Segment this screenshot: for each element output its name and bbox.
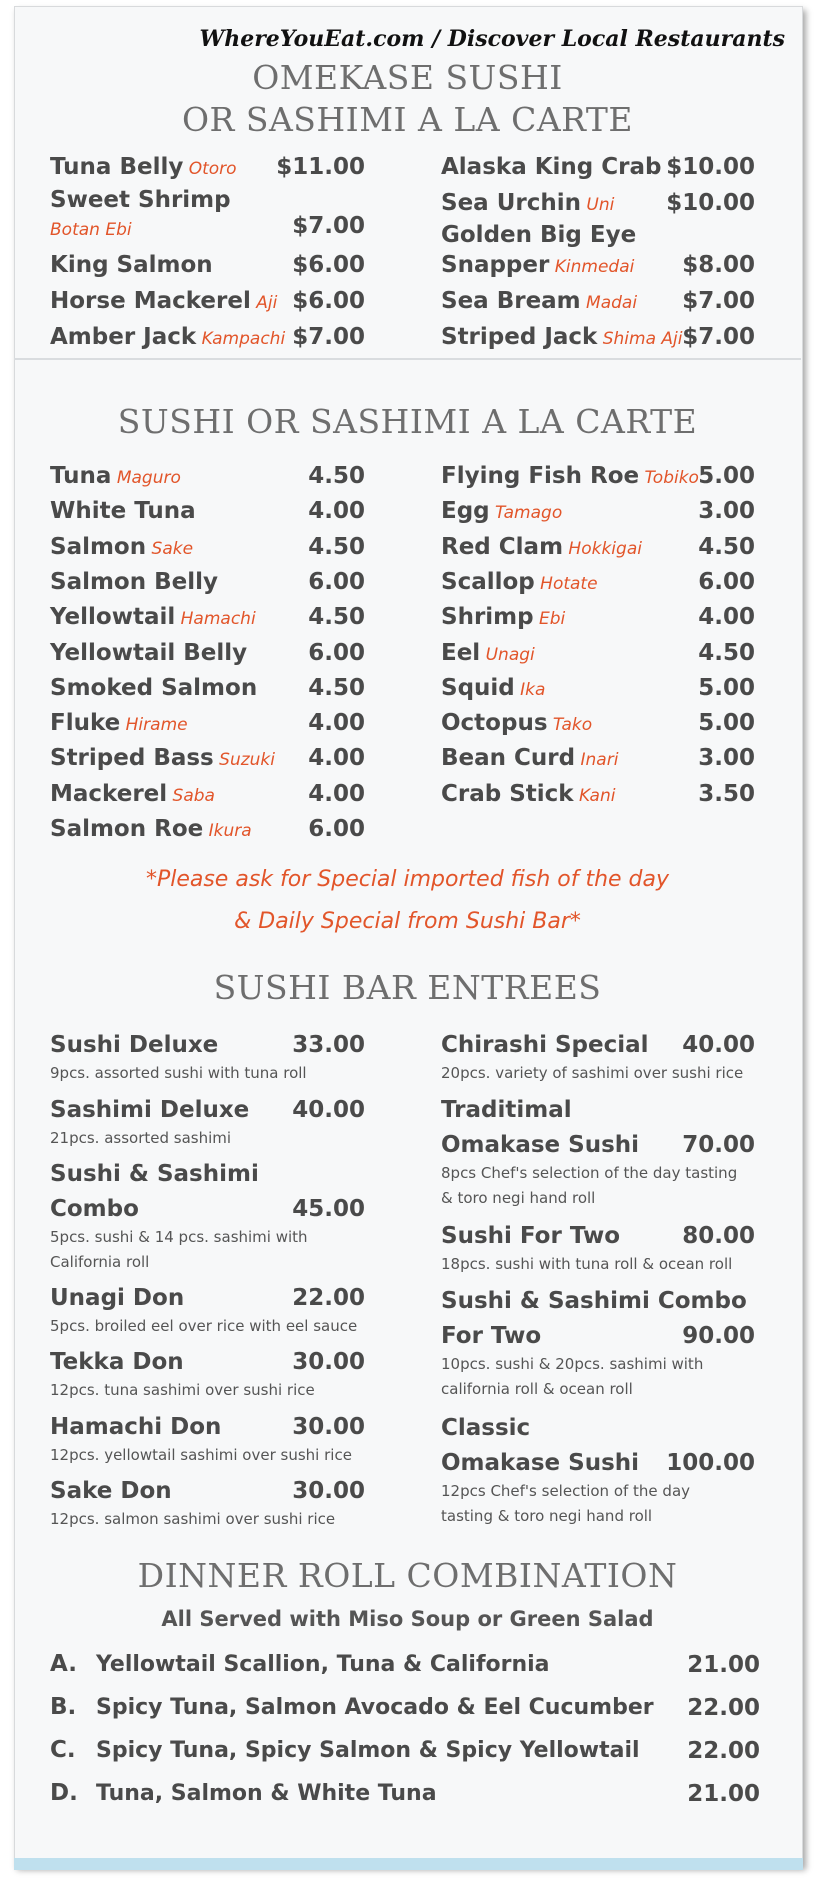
section-divider [14,358,801,360]
menu-item-price: 6.00 [308,569,365,595]
combo-letter: A. [50,1651,77,1677]
entree-description: 20pcs. variety of sashimi over sushi rice [441,1064,744,1082]
item-name: Crab Stick [441,781,574,807]
entree-name: Traditimal [441,1097,572,1123]
entree-price: 33.00 [292,1032,365,1058]
item-name: Sea Urchin [441,190,581,216]
entree-price: 22.00 [292,1285,365,1311]
menu-item [441,603,565,633]
menu-item-price: $10.00 [666,154,755,180]
menu-item [50,674,257,702]
entree-price: 45.00 [292,1196,365,1222]
japanese-name: Inari [575,750,619,770]
japanese-name: Aji [250,293,278,313]
menu-item [441,251,634,281]
menu-item [50,780,215,810]
item-name: Bean Curd [441,745,576,771]
japanese-name: Otoro [183,159,237,179]
menu-item-price: $7.00 [292,324,365,350]
japanese-name: Uni [580,195,615,215]
entree-price: 70.00 [682,1132,755,1158]
entrees-title: SUSHI BAR ENTREES [213,968,602,1007]
item-name: Alaska King Crab [441,154,662,180]
item-name: Salmon Roe [50,816,204,842]
menu-item [441,780,615,810]
entree-name: Hamachi Don [50,1414,222,1440]
item-name: Yellowtail [50,604,176,630]
dinner-subtitle: All Served with Miso Soup or Green Salad [161,1607,654,1631]
menu-item-name: Golden Big Eye [441,222,637,248]
entree-price: 90.00 [682,1323,755,1349]
menu-item [50,815,252,845]
omakase-title-line2: OR SASHIMI A LA CARTE [181,100,634,139]
menu-item [50,462,181,492]
menu-item-price: 4.00 [698,604,755,630]
item-name: Squid [441,675,515,701]
menu-item [441,568,598,598]
entree-name: Sake Don [50,1478,172,1504]
entree-description: 21pcs. assorted sashimi [50,1129,232,1147]
menu-item-name: Sweet Shrimp [50,187,231,213]
combo-price: 22.00 [687,1738,760,1764]
entree-name: Sushi For Two [441,1223,621,1249]
entree-description: tasting & toro negi hand roll [441,1507,653,1525]
entree-description: 10pcs. sushi & 20pcs. sashimi with [441,1355,704,1373]
entree-name: Omakase Sushi [441,1450,640,1476]
menu-item [50,568,218,596]
entree-description: 18pcs. sushi with tuna roll & ocean roll [441,1255,733,1273]
japanese-name: Botan Ebi [50,220,132,240]
menu-item-price: 3.50 [698,781,755,807]
menu-item-price: $6.00 [292,252,365,278]
japanese-name: Tako [547,715,593,735]
item-name: Shrimp [441,604,534,630]
entree-price: 30.00 [292,1478,365,1504]
entree-price: 100.00 [666,1450,755,1476]
item-name: Horse Mackerel [50,288,251,314]
entree-price: 40.00 [682,1032,755,1058]
item-name: Yellowtail Belly [50,640,248,666]
dinner-title: DINNER ROLL COMBINATION [137,1556,678,1595]
japanese-name: Sake [146,539,194,559]
item-name: White Tuna [50,498,196,524]
japanese-name: Unagi [480,645,535,665]
menu-item-price: 5.00 [698,675,755,701]
menu-item [441,709,592,739]
menu-item [441,744,618,774]
item-name: Octopus [441,710,548,736]
menu-item [50,153,237,183]
menu-item [441,533,642,563]
item-name: Amber Jack [50,324,197,350]
menu-item-price: 4.50 [698,534,755,560]
entree-name: Sushi & Sashimi [50,1161,259,1187]
menu-item-price: $6.00 [292,288,365,314]
menu-item-price: 4.50 [308,463,365,489]
japanese-name: Tamago [489,503,563,523]
item-name: Smoked Salmon [50,675,258,701]
menu-item-price: 4.50 [308,675,365,701]
entree-name: Omakase Sushi [441,1132,640,1158]
entree-name: Combo [50,1196,139,1222]
menu-item-price: 4.00 [308,498,365,524]
menu-item [441,287,637,317]
item-name: Striped Jack [441,324,598,350]
combo-name: Tuna, Salmon & White Tuna [96,1781,437,1806]
menu-item-price: $11.00 [276,154,365,180]
item-name: Red Clam [441,534,564,560]
item-name: Tuna [50,463,112,489]
menu-item [441,189,614,219]
menu-item-price: 4.00 [308,781,365,807]
entree-name: Unagi Don [50,1285,185,1311]
entree-description: 12pcs Chef's selection of the day [441,1482,691,1500]
entree-description: 8pcs Chef's selection of the day tasting [441,1164,738,1182]
item-name: Scallop [441,569,535,595]
entree-description: California roll [50,1253,150,1271]
menu-item-price: 5.00 [698,463,755,489]
special-note-line2: & Daily Special from Sushi Bar* [234,909,581,934]
menu-item [441,674,545,704]
japanese-name: Ebi [533,609,566,629]
japanese-name: Ika [514,680,546,700]
menu-item-price: 4.00 [308,745,365,771]
entree-name: For Two [441,1323,542,1349]
menu-item-price: 4.50 [308,534,365,560]
entree-price: 40.00 [292,1097,365,1123]
entree-description: 5pcs. broiled eel over rice with eel sauce [50,1317,358,1335]
menu-item [441,497,562,527]
japanese-name: Hamachi [175,609,256,629]
menu-item [50,251,213,279]
menu-item [441,639,535,669]
menu-item [50,287,277,317]
item-name: Mackerel [50,781,168,807]
menu-item-price: 4.00 [308,710,365,736]
omakase-title-line1: OMEKASE SUSHI [252,58,563,97]
item-name: Eel [441,640,481,666]
item-name: Fluke [50,710,121,736]
entree-description: 9pcs. assorted sushi with tuna roll [50,1064,307,1082]
combo-letter: D. [50,1780,78,1806]
item-name: Salmon [50,534,147,560]
menu-item-price: 3.00 [698,745,755,771]
menu-item-price: 6.00 [308,816,365,842]
entree-name: Sushi Deluxe [50,1032,219,1058]
bottom-strip [14,1858,803,1870]
menu-item [50,497,196,525]
special-note-line1: *Please ask for Special imported fish of the day [145,867,670,892]
japanese-name: Hirame [120,715,188,735]
menu-item-price: $7.00 [292,213,365,239]
entree-price: 80.00 [682,1223,755,1249]
entree-description: 5pcs. sushi & 14 pcs. sashimi with [50,1228,308,1246]
entree-price: 30.00 [292,1414,365,1440]
menu-item-price: $8.00 [682,252,755,278]
item-name: Striped Bass [50,745,214,771]
menu-item-price: $7.00 [682,288,755,314]
menu-item-price: 6.00 [698,569,755,595]
item-name: Egg [441,498,490,524]
menu-item [50,533,193,563]
item-name: Snapper [441,252,550,278]
entree-description: 12pcs. salmon sashimi over sushi rice [50,1510,336,1528]
menu-item [441,153,661,181]
menu-item-price: $10.00 [666,190,755,216]
combo-name: Spicy Tuna, Salmon Avocado & Eel Cucumber [96,1695,654,1720]
entree-name: Tekka Don [50,1349,184,1375]
item-name: Sea Bream [441,288,581,314]
japanese-name: Ikura [203,821,252,841]
item-name: Flying Fish Roe [441,463,640,489]
combo-letter: C. [50,1737,76,1763]
site-watermark: WhereYouEat.com / Discover Local Restaurants [199,26,785,52]
japanese-name: Hotate [534,574,598,594]
menu-item-price: 4.50 [308,604,365,630]
menu-item [50,744,275,774]
combo-price: 22.00 [687,1695,760,1721]
japanese-name: Kinmedai [549,257,635,277]
item-name: King Salmon [50,252,213,278]
japanese-name: Kani [573,786,616,806]
menu-item-price: 3.00 [698,498,755,524]
menu-item [50,709,188,739]
item-name: Tuna Belly [50,154,184,180]
japanese-name: Maguro [111,468,181,488]
menu-item-price: 5.00 [698,710,755,736]
menu-item-price: $7.00 [682,324,755,350]
combo-name: Spicy Tuna, Spicy Salmon & Spicy Yellowtail [96,1738,640,1763]
japanese-name: Saba [167,786,215,806]
japanese-name: Kampachi [196,329,286,349]
entree-name: Sushi & Sashimi Combo [441,1288,747,1314]
japanese-name: Suzuki [213,750,276,770]
entree-description: california roll & ocean roll [441,1380,633,1398]
japanese-name: Madai [580,293,638,313]
menu-item [50,639,247,667]
entree-name: Sashimi Deluxe [50,1097,250,1123]
entree-price: 30.00 [292,1349,365,1375]
combo-letter: B. [50,1694,77,1720]
menu-item-price: 4.50 [698,640,755,666]
combo-price: 21.00 [687,1652,760,1678]
item-name: Salmon Belly [50,569,219,595]
entree-description: & toro negi hand roll [441,1189,596,1207]
menu-item [50,603,256,633]
combo-name: Yellowtail Scallion, Tuna & California [96,1652,550,1677]
alacarte-title: SUSHI OR SASHIMI A LA CARTE [117,402,698,441]
japanese-name: Shima Aji [597,329,683,349]
entree-name: Chirashi Special [441,1032,649,1058]
entree-description: 12pcs. tuna sashimi over sushi rice [50,1381,315,1399]
japanese-name: Hokkigai [563,539,642,559]
entree-name: Classic [441,1415,531,1441]
entree-description: 12pcs. yellowtail sashimi over sushi rice [50,1446,352,1464]
japanese-name: Tobiko [639,468,699,488]
menu-item-price: 6.00 [308,640,365,666]
combo-price: 21.00 [687,1781,760,1807]
